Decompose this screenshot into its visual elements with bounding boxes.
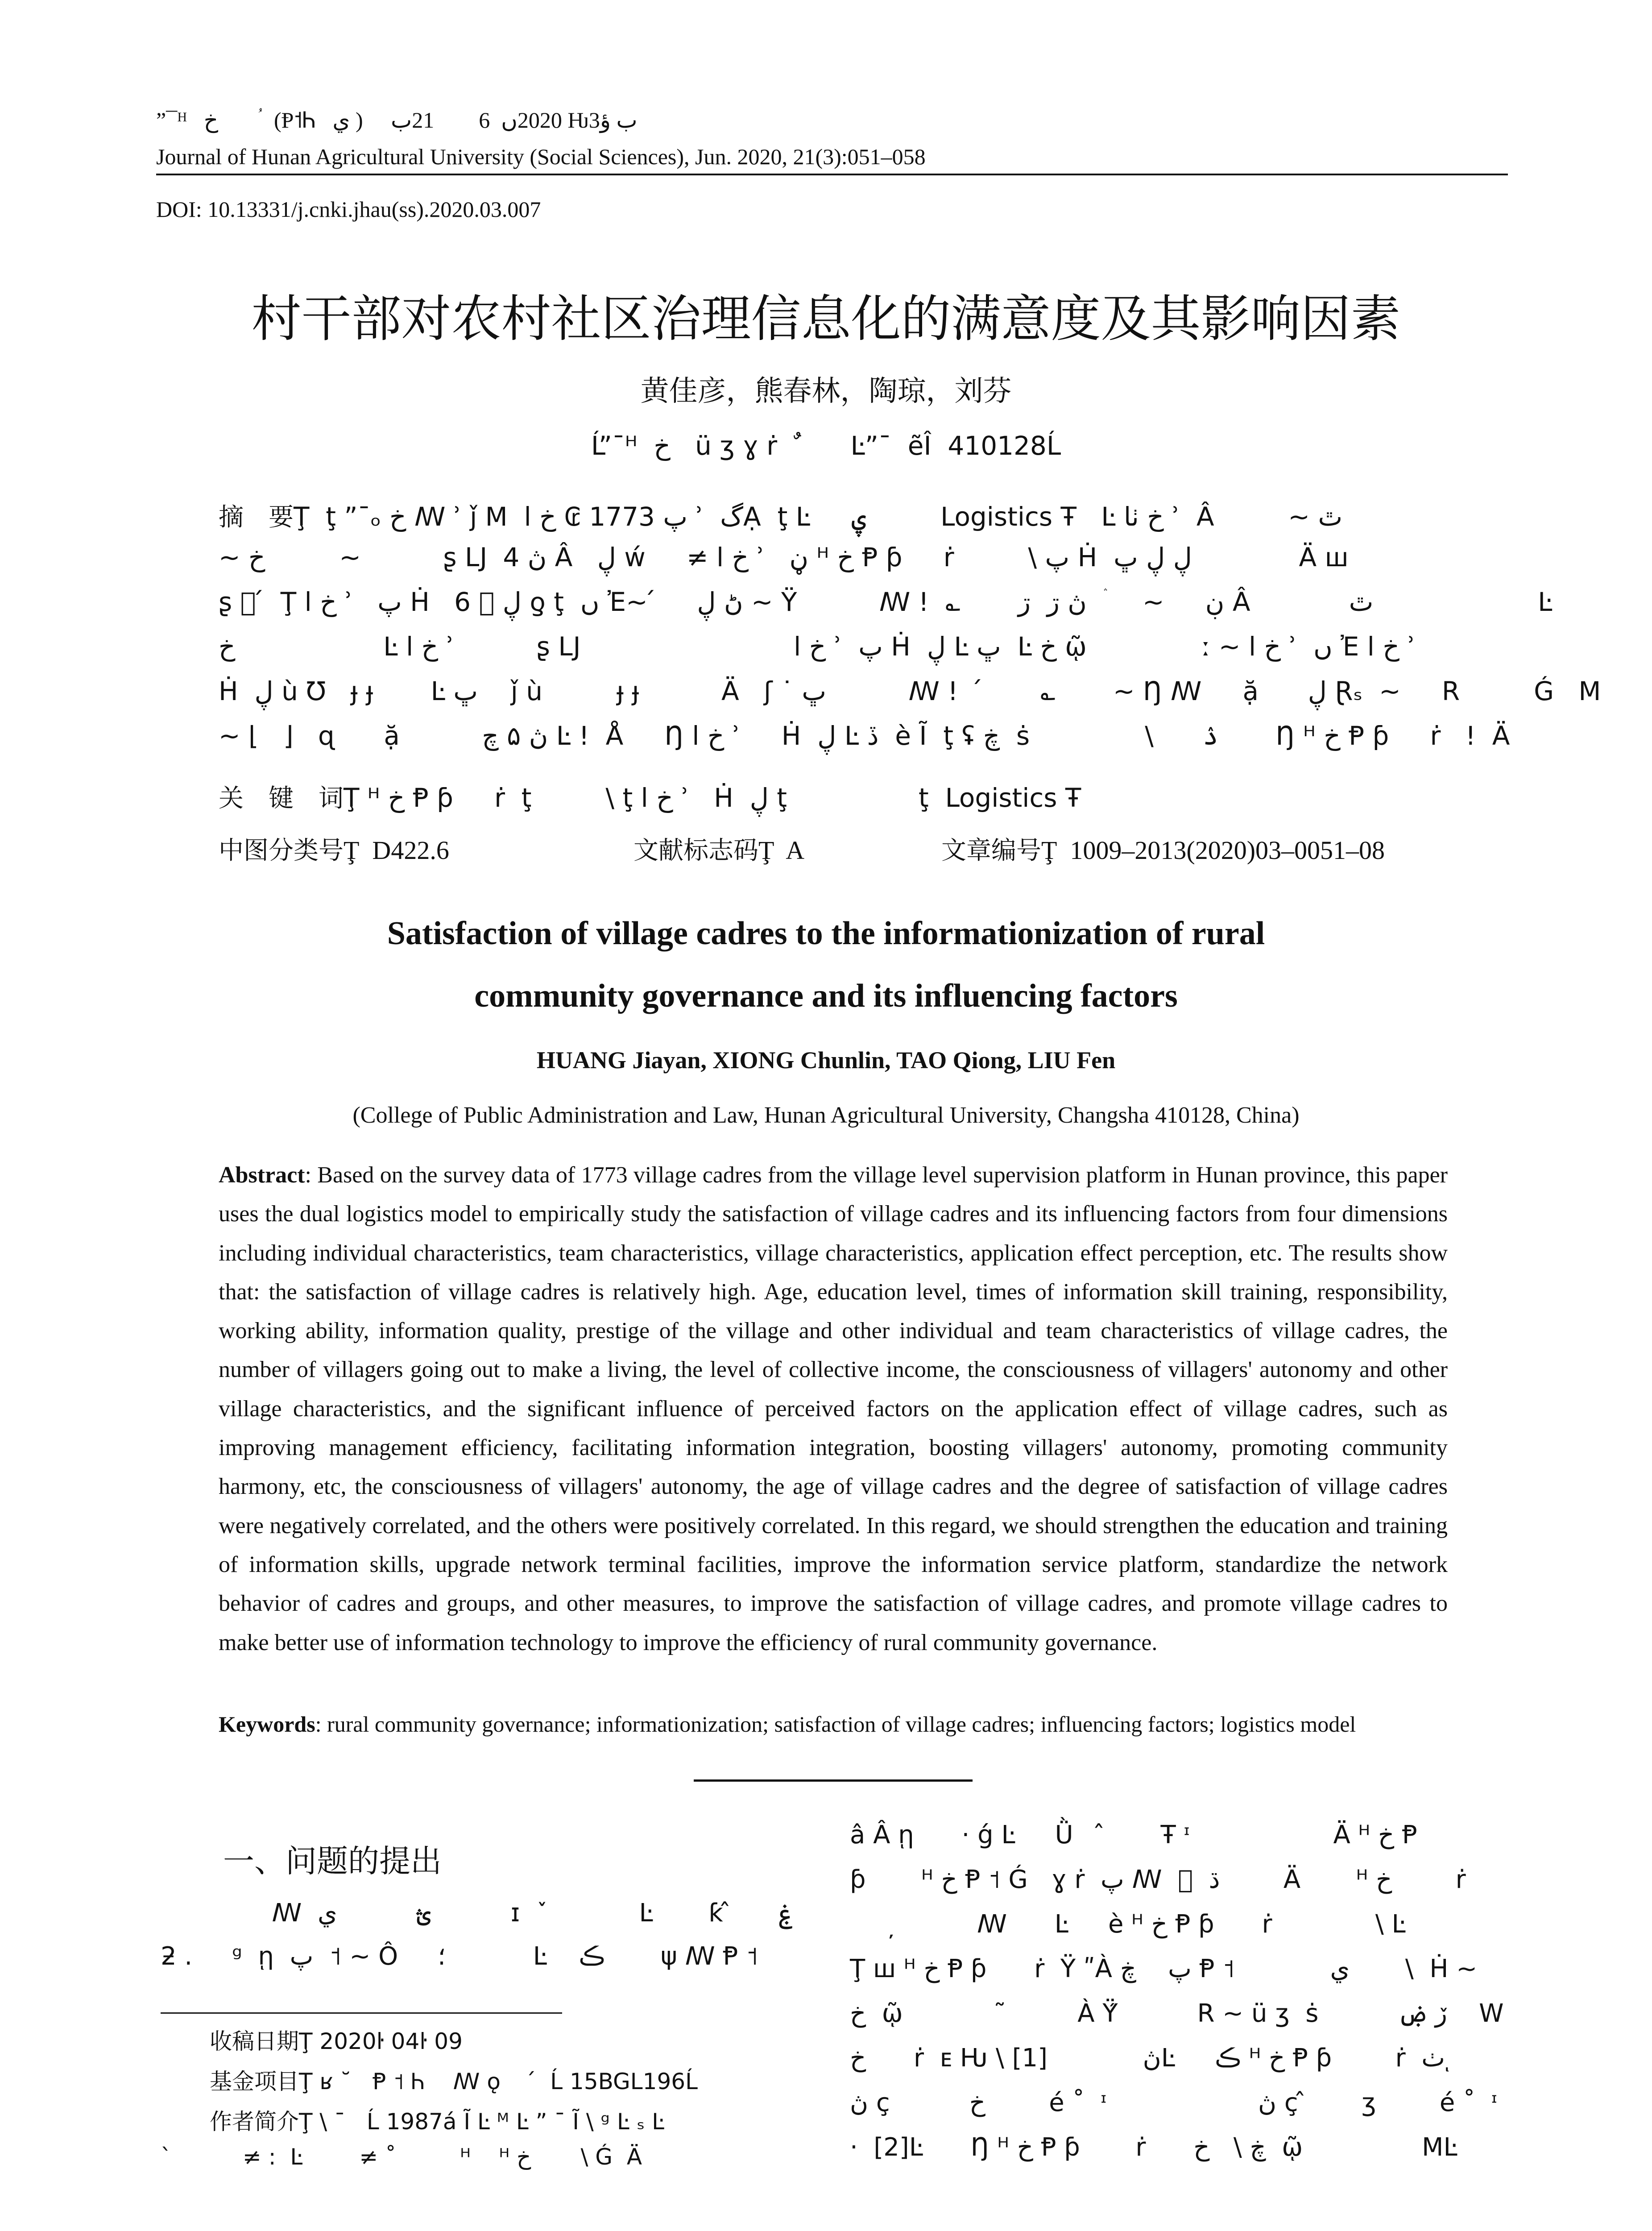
english-authors: HUANG Jiayan, XIONG Chunlin, TAO Qiong, LIU Fen	[536, 1047, 1116, 1074]
keywords-cn	[219, 779, 1081, 814]
footnote-fund: 基金项目Ţ ʁ ˘ Ᵽ ˦ Ꮒ ꟿ ǫ ́ Ĺ 15BGL196Ĺ	[210, 2069, 698, 2094]
keywords-cn-label: 关 键 词	[219, 784, 344, 813]
abstract-cn-line: Ḣ ڸ ù Ʊ ɟ ɟ Ŀ ڀ ǰ ù ɟ ɟ Ä ʃ ˙ ڀ ꟿ ! ́ ؎ ~ Ŋ ꟿ ặ ڸ Ɽₛ ~ R Ǵ M	[219, 676, 1601, 706]
clc-number	[219, 831, 449, 867]
doc-code-label: 文献标志码	[633, 836, 758, 865]
authors-cn: 黄佳彦，熊春林，陶琼，刘芬	[640, 375, 1012, 408]
body-right-line: خ ṙ ᴇ Ƕ \ ڽ [1]Ŀ ڪ ᴴ خ Ᵽ ƥ ṙ ٺ ͅ	[850, 2044, 1453, 2073]
footnote-author-cont: ` ≠ ꞉ Ŀ ≠ ˚ ᴴ ᴴ خ \ Ǵ Ä	[161, 2144, 642, 2170]
article-number-value: Ţ 1009–2013(2020)03–0051–08	[1041, 836, 1385, 865]
clc-label: 中图分类号	[219, 836, 344, 865]
english-keywords-text: : rural community governance; informationization; satisfaction of village cadres; influencing factors; logistics model	[315, 1712, 1356, 1737]
abstract-cn-line: خ Ŀ خ ا ʾ ʂ Ǉ خ ا ʾ پ Ḣ ڸ Ŀ ڀ Ŀ خ ῷ ː ~ خ ا ʾ ں Ἐ خ ا ʾ	[219, 631, 1416, 662]
body-right-line: Ţ ꟺ ᴴ خ Ᵽ ƥ ṙ Ÿ ʺÀ پ ڿ Ᵽ ˦ ي \ Ḣ ~	[850, 1954, 1478, 1983]
english-title-line2: community governance and its influencing factors	[474, 978, 1178, 1014]
clc-value: Ţ D422.6	[344, 836, 449, 865]
body-right-line: · [2]Ŀ Ŋ ᴴ خ Ᵽ ƥ ṙ ڿ \ خ ῷ MĿ	[850, 2133, 1457, 2162]
doc-code-value: Ţ A	[758, 836, 805, 865]
english-keywords-label: Keywords	[219, 1712, 315, 1737]
article-number-label: 文章编号	[941, 836, 1041, 865]
english-keywords	[219, 1711, 1468, 1737]
english-abstract	[219, 1156, 1448, 1662]
abstract-cn-line: ~ ⌊ ⌋ ɋ ặ ڽ ۵ ﭺ Ŀ ! Å Ŋ خ ا ʾ Ḣ ڸ Ŀ ڏ è Ĩ ţ ʢ ڿ ṡ \ ۮ Ŋ ᴴ خ Ᵽ ƥ ṙ ! Ä	[219, 721, 1510, 751]
body-right-line: ڽ ç خ é ˚ ᶦ ڽ ç ̂ ʒ é ˚ ᶦ	[850, 2088, 1498, 2117]
doi: DOI: 10.13331/j.cnki.jhau(ss).2020.03.007	[156, 197, 541, 222]
english-title-line1: Satisfaction of village cadres to the informationization of rural	[387, 915, 1265, 952]
english-affiliation: (College of Public Administration and Law, Hunan Agricultural University, Changsha 410128, China)	[352, 1103, 1300, 1128]
body-left-line: ꟿ ؿ ي ɪ ٚ Ŀ ƙ ̂ ۼ	[161, 1899, 794, 1928]
abstract-cn-line	[219, 498, 1342, 533]
footnote-rule	[161, 2012, 562, 2014]
affiliation-cn: Ĺ”¯ᴴ خ ü ʒ ɣ ṙ ٌ Ŀ”¯ ẽÎ 410128Ĺ	[591, 431, 1061, 461]
english-abstract-text: : Based on the survey data of 1773 village cadres from the village level supervision platform in Hunan province, this paper uses the dual logistics model to empirically study the satisfaction of village cadres and its influencing factors from four dimensions including individual characteristics, team characteristics, village characteristics, application effect perception, etc. The results show that: the satisfaction of village cadres is relatively high. Age, education level, times of information skill training, responsibility, working ability, information quality, prestige of the village and other individual and team characteristics of village cadres, the number of villagers going out to make a living, the level of collective income, the consciousness of villagers' autonomy and other village characteristics, and the significant influence of perceived factors on the application effect of village cadres, such as improving management efficiency, facilitating information integration, boosting villagers' autonomy, promoting community harmony, etc, the consciousness of villagers' autonomy, the age of village cadres and the degree of satisfaction of village cadres were negatively correlated, and the others were positively correlated. In this regard, we should strengthen the education and training of information skills, upgrade network terminal facilities, improve the information service platform, standardize the network behavior of cadres and groups, and other measures, to improve the satisfaction of village cadres, and promote village cadres to make better use of information technology to improve the efficiency of rural community governance.	[219, 1162, 1448, 1655]
abstract-cn-label: 摘 要	[219, 503, 294, 532]
body-right-line: خ ῷ ̃ À Ÿ́ R ~ ü ʒ ṡ ڒ ۻ W	[850, 1999, 1504, 2028]
abstract-cn-line: ~ خ ~ ʂ Ǉ ڽ 4 Â ڸ ẃ ≠ خ ا ʾ ڼ ᴴ خ Ᵽ ƥ ṙ \ پ Ḣ ڸ ڸ ڀ Ä ꟺ	[219, 542, 1349, 572]
keywords-cn-text: Ţ ᴴ خ Ᵽ ƥ ṙ ţ \ ţ خ ا ʾ Ḣ ڸ ţ ţ Logistics Ŧ	[344, 783, 1081, 813]
english-abstract-label: Abstract	[219, 1162, 305, 1188]
body-left-line: ƻ . ᵍ ῃ پ ˦ ~ Ô ؛ Ŀ ڪ ψ ꟿ Ᵽ ˦	[161, 1942, 758, 1971]
body-right-line: â Â ῃ · ǵ Ŀ Ǜ ̂ Ŧ ᶦ Ä ᴴ خ Ᵽ	[850, 1820, 1417, 1849]
article-number	[941, 831, 1385, 867]
page-title: 村干部对农村社区治理信息化的满意度及其影响因素	[251, 290, 1401, 348]
journal-header-en: Journal of Hunan Agricultural University (Social Sciences), Jun. 2020, 21(3):051–058	[156, 144, 926, 169]
footnote-received: 收稿日期Ţ 2020ŀ 04ŀ 09	[210, 2028, 463, 2054]
abstract-cn-text: Ţ ţ ”¯ₒ خ ꟿ ʾ ǰ M پ 1773 ₢ خ ا ʾ گẠ ţ Ŀ ۑ Logistics Ŧ Ŀ خ ٺا ʾ Â ~ ٿ	[294, 502, 1343, 532]
body-right-line: ƥ ᴴ خ Ᵽ ˦ Ǵ ɣ ṙ پ ꟿ ⃞ ڌ Ä ᴴ خ ṙ	[850, 1865, 1466, 1894]
separator-rule	[694, 1779, 973, 1782]
header-rule	[156, 174, 1508, 175]
section-heading: 一、问题的提出	[223, 1843, 442, 1879]
abstract-cn-line: ʂ ⃞ ́ Ţ خ ا ʾ پ Ḣ ڸ ⃞ 6 ƍ ţ ں Ἐ~ ́ ڻ ڸ ~ Ÿ ꟿ ! ؎ ڹ ~ ۛ ڽ ڗ ڗ Â ٿ Ŀ	[219, 587, 1553, 617]
body-right-line: ̦ ꟿ Ŀ è ᴴ خ Ᵽ ƥ ṙ \ Ŀ	[850, 1910, 1406, 1939]
document-code	[633, 831, 804, 867]
footnote-author: 作者简介Ţ \ ¯ Ĺ 1987á Ĩ Ŀ ᴹ Ŀ ” ¯ Ĩ \ ᵍ Ŀ ₛ Ŀ	[210, 2109, 664, 2135]
journal-header-cn: ”¯ᴴ خ ؙ (Ᵽ˦Ꮒ ي ) 2020ں 6 21ب Ƕ3ب ؤ	[156, 108, 638, 133]
